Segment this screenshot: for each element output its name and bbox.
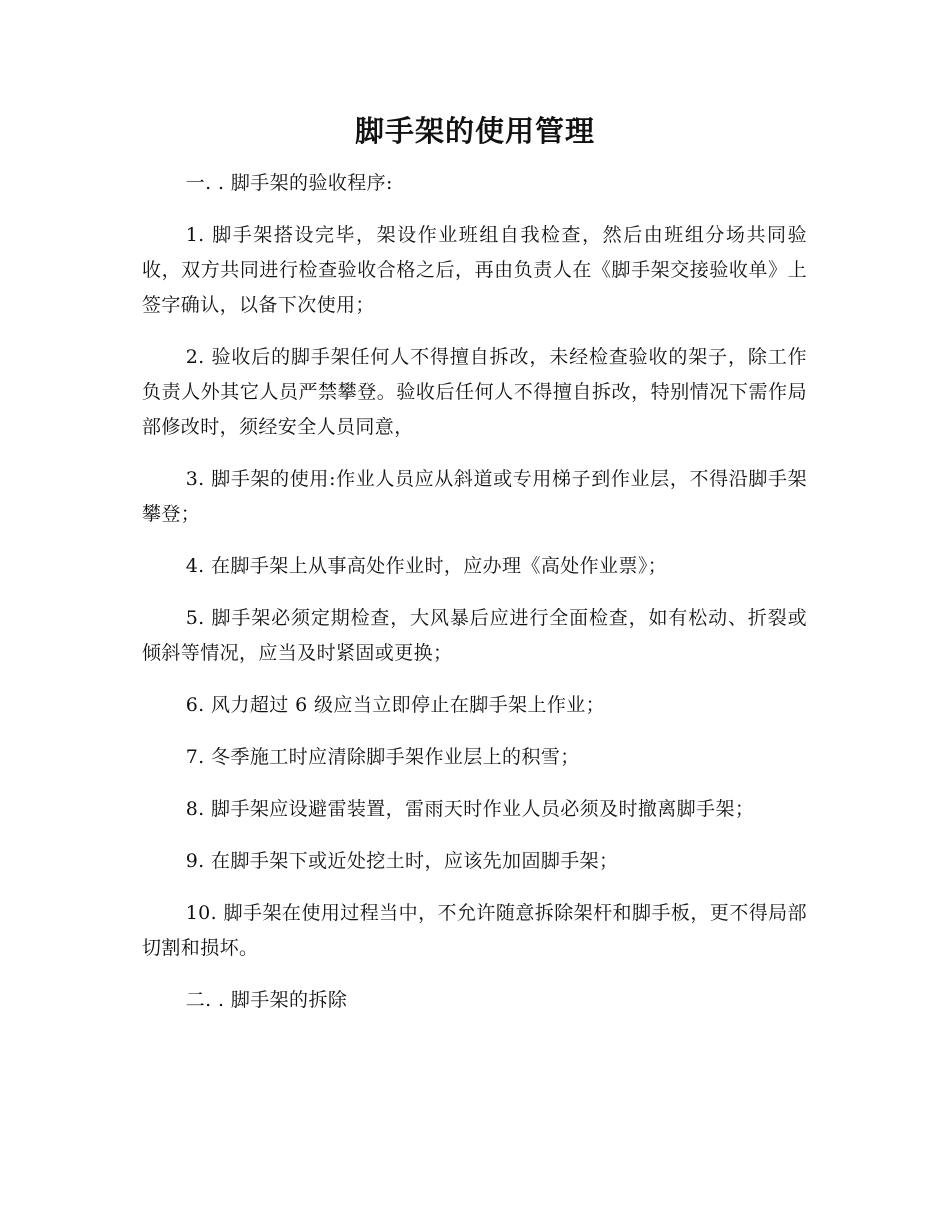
paragraph-2: 2. 验收后的脚手架任何人不得擅自拆改，未经检查验收的架子，除工作负责人外其它人员严禁攀登。验收后任何人不得擅自拆改，特别情况下需作局部修改时，须经安全人员同意， bbox=[142, 346, 807, 438]
page-title: 脚手架的使用管理 bbox=[354, 114, 595, 148]
section-heading-dismantling: 二. . 脚手架的拆除 bbox=[185, 989, 348, 1011]
paragraph-9: 9. 在脚手架下或近处挖土时，应该先加固脚手架； bbox=[185, 850, 619, 872]
paragraph-6: 6. 风力超过 6 级应当立即停止在脚手架上作业； bbox=[185, 694, 606, 716]
paragraph-8: 8. 脚手架应设避雷装置，雷雨天时作业人员必须及时撤离脚手架； bbox=[185, 798, 755, 820]
paragraph-1: 1. 脚手架搭设完毕，架设作业班组自我检查，然后由班组分场共同验收，双方共同进行检查验收合格之后，再由负责人在《脚手架交接验收单》上签字确认，以备下次使用； bbox=[142, 224, 807, 316]
paragraph-4: 4. 在脚手架上从事高处作业时，应办理《高处作业票》； bbox=[185, 555, 668, 577]
section-heading-acceptance: 一. . 脚手架的验收程序: bbox=[185, 172, 393, 194]
document-body bbox=[142, 166, 807, 1035]
paragraph-3: 3. 脚手架的使用:作业人员应从斜道或专用梯子到作业层，不得沿脚手架攀登； bbox=[142, 468, 807, 525]
paragraph-7: 7. 冬季施工时应清除脚手架作业层上的积雪； bbox=[185, 746, 580, 768]
paragraph-5: 5. 脚手架必须定期检查，大风暴后应进行全面检查，如有松动、折裂或倾斜等情况，应当及时紧固或更换； bbox=[142, 607, 807, 664]
paragraph-10: 10. 脚手架在使用过程当中，不允许随意拆除架杆和脚手板，更不得局部切割和损坏。 bbox=[142, 902, 807, 959]
